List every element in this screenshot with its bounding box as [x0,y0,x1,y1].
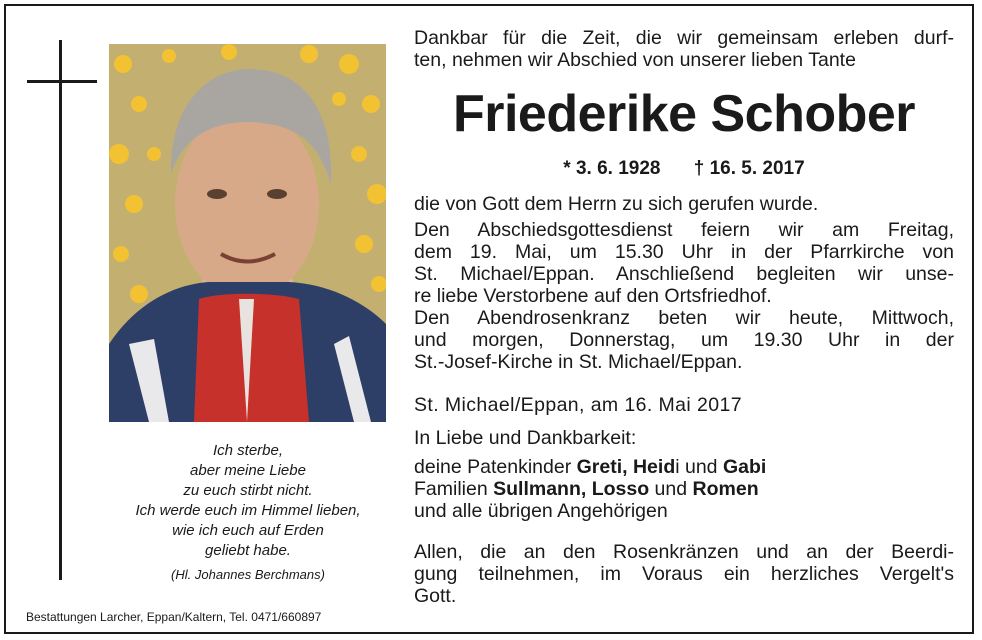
service-line: und morgen, Donnerstag, um 19.30 Uhr in der [414,329,954,351]
family-names: Romen [692,478,759,500]
death-date: † 16. 5. 2017 [693,158,805,179]
family-text: Familien [414,478,494,500]
service-line: St.-Josef-Kirche in St. Michael/Eppan. [414,351,743,373]
family-line: und alle übrigen Angehörigen [414,500,668,522]
service-line: St. Michael/Eppan. Anschließend begleiten wir unse- [414,263,954,285]
quote-line: wie ich euch auf Erden [172,522,324,539]
service-line: dem 19. Mai, um 15.30 Uhr in der Pfarrkirche von [414,241,954,263]
cross-icon-vertical [59,40,62,580]
service-line: Den Abschiedsgottesdienst feiern wir am Freitag, [414,219,954,241]
signoff: In Liebe und Dankbarkeit: [414,427,637,449]
intro-line: Dankbar für die Zeit, die wir gemeinsam erleben durf- [414,27,954,49]
family-line [414,456,954,478]
family-line [414,478,954,500]
service-line: re liebe Verstorbene auf den Ortsfriedhof. [414,285,772,307]
family-list [414,456,954,522]
life-dates [414,158,954,180]
thanks-line: Allen, die an den Rosenkränzen und an der Beerdi- [414,541,954,563]
funeral-home-info: Bestattungen Larcher, Eppan/Kaltern, Tel. 0471/660897 [26,610,322,624]
family-names: Greti, Heid [576,456,676,478]
quote-line: aber meine Liebe [190,462,306,479]
quote-line: zu euch stirbt nicht. [183,482,313,499]
service-line: Den Abendrosenkranz beten wir heute, Mittwoch, [414,307,954,329]
intro-text [414,27,954,71]
thanks-line: Gott. [414,585,457,607]
intro-line: ten, nehmen wir Abschied von unserer lieben Tante [414,49,856,71]
quote-line: Ich sterbe, [212,442,284,459]
family-names: Gabi [722,456,767,478]
birth-date: * 3. 6. 1928 [563,158,661,179]
family-text: und [649,478,693,500]
quote-line: Ich werde euch im Himmel lieben, [135,502,361,519]
quote-block [98,441,398,561]
family-text: deine Patenkinder [414,456,577,478]
quote-line: geliebt habe. [205,542,291,559]
cross-icon-horizontal [27,80,97,83]
called-text: die von Gott dem Herrn zu sich gerufen wurde. [414,193,819,215]
location-date: St. Michael/Eppan, am 16. Mai 2017 [414,394,742,416]
service-text [414,219,954,373]
family-names: Sullmann, Losso [493,478,650,500]
deceased-name: Friederike Schober [452,85,916,143]
family-text: i und [675,456,723,478]
thanks-line: gung teilnehmen, im Voraus ein herzliches Vergelt's [414,563,954,585]
portrait-photo [109,44,386,422]
portrait-image [109,44,386,422]
thanks-text [414,541,954,607]
quote-source: (Hl. Johannes Berchmans) [171,567,325,582]
